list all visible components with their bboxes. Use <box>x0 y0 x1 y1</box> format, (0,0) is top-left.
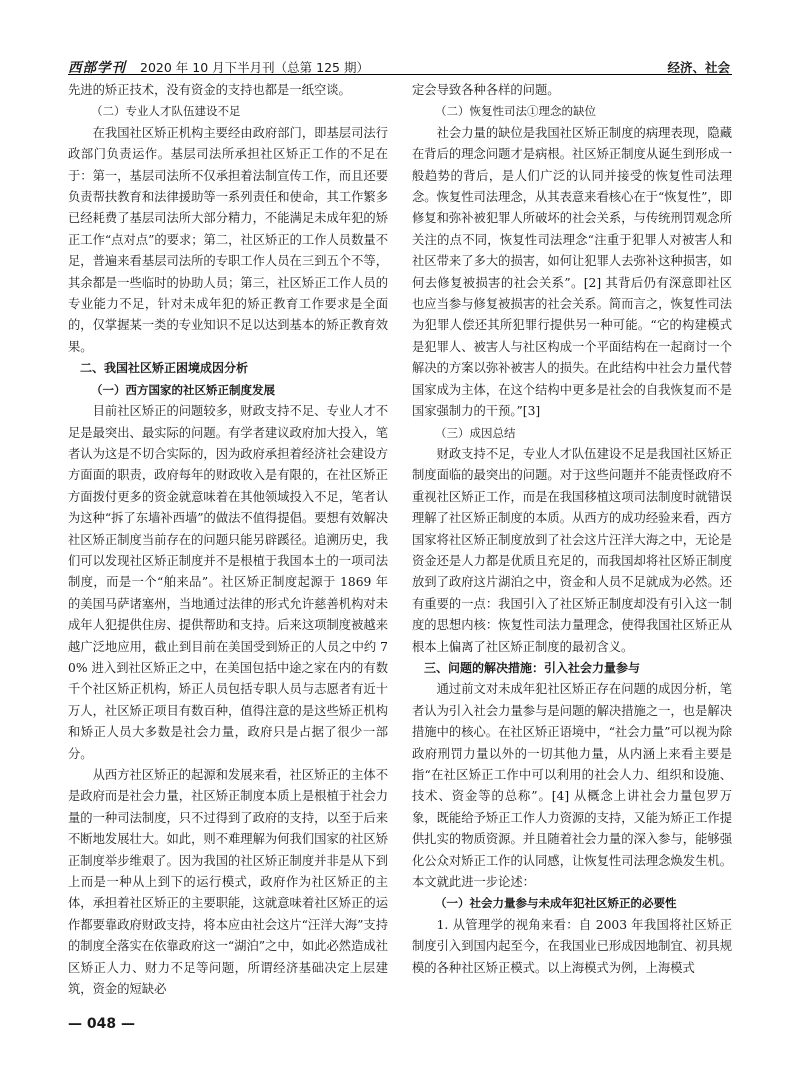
subheading: （一）西方国家的社区矫正制度发展 <box>91 382 275 397</box>
paragraph: 1. 从管理学的视角来看：自 2003 年我国将社区矫正制度引入到国内起至今，在我国业已形成因地制宜、初具规模的各种社区矫正模式。以上海模式为例，上海模式 <box>412 917 732 975</box>
paragraph: 社会力量的缺位是我国社区矫正制度的病理表现，隐藏在背后的理念问题才是病根。社区矫正制度从诞生到形成一般趋势的背后，是人们广泛的认同并接受的恢复性司法理念。恢复性司法理念，从其表意来看核心在于“恢复性”，即修复和弥补被犯罪人所破坏的社会关系，与传统刑罚观念所关注的点不同，恢复性司法理念“注重于犯罪人对被害人和社区带来了多大的损害，如何让犯罪人去弥补这种损害，如何去修复被损害的社会关系”。[2] 其背后仍有深意即社区也应当参与修复被损害的社会关系。简而言之，恢复性司法为犯罪人偿还其所犯罪行提供另一种可能。“它的构建模式是犯罪人、被害人与社区构成一个平面结构在一起商讨一个解决的方案以弥补被害人的损失。在此结构中社会力量代替国家成为主体，在这个结构中更多是社会的自我恢复而不是国家强制力的干预。”[3] <box>412 125 732 419</box>
left-column <box>68 80 388 1030</box>
paragraph: 财政支持不足，专业人才队伍建设不足是我国社区矫正制度面临的最突出的问题。对于这些问题并不能责怪政府不重视社区矫正工作，而是在我国移植这项司法制度时就错误理解了社区矫正制度的本质。从西方的成功经验来看，西方国家将社区矫正制度放到了社会这片汪洋大海之中，无论是资金还是人力都是优质且充足的，而我国却将社区矫正制度放到了政府这片湖泊之中，资金和人员不足就成为必然。还有重要的一点：我国引入了社区矫正制度却没有引入这一制度的思想内核：恢复性司法力量理念，使得我国社区矫正从根本上偏离了社区矫正制度的最初含义。 <box>412 446 732 654</box>
paragraph: 从西方社区矫正的起源和发展来看，社区矫正的主体不是政府而是社会力量，社区矫正制度本质上是根植于社会力量的一种司法制度，只不过得到了政府的支持，以至于后来不断地发展壮大。如此，则不难理解为何我们国家的社区矫正制度举步维艰了。因为我国的社区矫正制度并非是从下到上而是一种从上到下的运行模式，政府作为社区矫正的主体，承担着社区矫正的主要职能，这就意味着社区矫正的运作都要靠政府财政支持，将本应由社会这片“汪洋大海”支持的制度全落实在依靠政府这一“湖泊”之中，如此必然造成社区矫正人力、财力不足等问题，所谓经济基础决定上层建筑，资金的短缺必 <box>68 768 388 997</box>
page-header <box>68 40 732 75</box>
paragraph-continuation: 定会导致各种各样的问题。 <box>412 83 560 97</box>
section-heading: 二、我国社区矫正困境成因分析 <box>80 361 249 376</box>
subheading: （二）专业人才队伍建设不足 <box>91 104 241 119</box>
page-number: — 048 — <box>68 1016 135 1032</box>
paragraph: 目前社区矫正的问题较多，财政支持不足、专业人才不足是最突出、最实际的问题。有学者建议政府加大投入，笔者认为这是不切合实际的，因为政府承担着经济社会建设方方面面的职责，政府每年的财政收入是有限的，在社区矫正方面拨付更多的资金就意味着在其他领域投入不足，笔者认为这种“拆了东墙补西墙”的做法不值得提倡。要想有效解决社区矫正制度当前存在的问题只能另辟蹊径。追溯历史，我们可以发现社区矫正制度并不是根植于我国本土的一项司法制度，而是一个“舶来品”。社区矫正制度起源于 1869 年的美国马萨诸塞州，当地通过法律的形式允许慈善机构对未成年人犯提供住房、提供帮助和支持。后来这项制度被越来越广泛地应用，截止到目前在美国受到矫正的人员之中约 70% 进入到社区矫正之中，在美国包括中途之家在内的有数千个社区矫正机构，矫正人员包括专职人员与志愿者有近十万人，社区矫正项目有数百种，值得注意的是这些矫正机构和矫正人员大多数是社会力量，政府只是占据了很少一部分。 <box>68 404 388 761</box>
section-name: 经济、社会 <box>667 60 730 75</box>
section-heading: 三、问题的解决措施：引入社会力量参与 <box>424 660 641 675</box>
paragraph: 在我国社区矫正机构主要经由政府部门，即基层司法行政部门负责运作。基层司法所承担社区矫正工作的不足在于：第一，基层司法所不仅承担着法制宣传工作，而且还要负责帮扶教育和法律援助等一系列责任和使命，其工作繁多已经耗费了基层司法所大部分精力，不能满足未成年犯的矫正工作“点对点”的要求；第二，社区矫正的工作人员数量不足，普遍来看基层司法所的专职工作人员在三到五个不等，其余都是一些临时的协助人员；第三，社区矫正工作人员的专业能力不足，针对未成年犯的矫正教育工作要求是全面的，仅掌握某一类的专业知识不足以达到基本的矫正教育效果。 <box>68 125 388 354</box>
paragraph: 通过前文对未成年犯社区矫正存在问题的成因分析，笔者认为引入社会力量参与是问题的解决措施之一，也是解决措施中的核心。在社区矫正语境中，“社会力量”可以视为除政府刑罚力量以外的一切其他力量，从内涵上来看主要是指“在社区矫正工作中可以利用的社会人力、组织和设施、技术、资金等的总称”。[4] 从概念上讲社会力量包罗万象，既能给予矫正工作人力资源的支持，又能为矫正工作提供扎实的物质资源。并且随着社会力量的深入参与，能够强化公众对矫正工作的认同感，让恢复性司法理念焕发生机。本文就此进一步论述： <box>412 682 732 890</box>
subheading: （一）社会力量参与未成年犯社区矫正的必要性 <box>435 896 677 911</box>
issue-info: 2020 年 10 月下半月刊（总第 125 期） <box>140 60 369 75</box>
subheading: （二）恢复性司法①理念的缺位 <box>435 104 596 119</box>
journal-logo: 西部学刊 <box>68 60 126 76</box>
subheading: （三）成因总结 <box>435 425 516 440</box>
right-column <box>412 80 732 1030</box>
paragraph-continuation: 先进的矫正技术，没有资金的支持也都是一纸空谈。 <box>68 83 351 97</box>
